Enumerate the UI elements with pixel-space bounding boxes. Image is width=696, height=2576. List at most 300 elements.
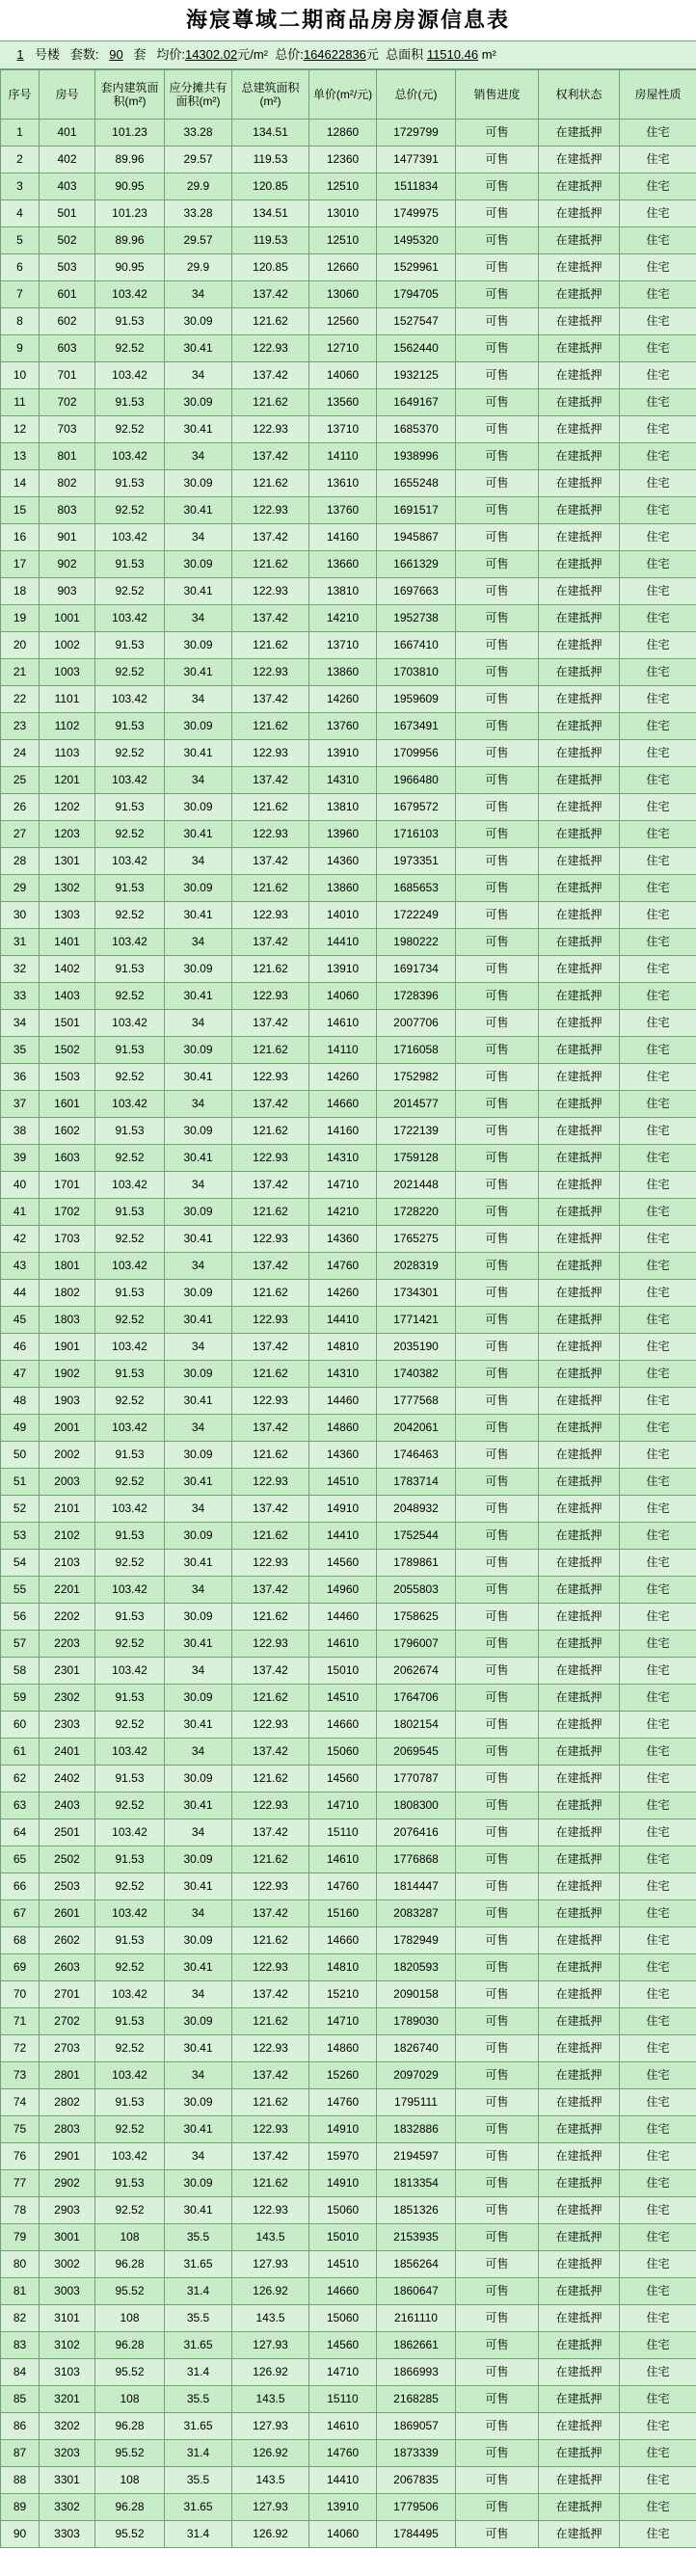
shared-area-cell: 30.41 (165, 2116, 232, 2143)
table-row (1, 956, 696, 983)
total-area-cell: 143.5 (232, 2386, 309, 2413)
header-room: 房号 (40, 70, 95, 120)
total-area-label: 总面积 (386, 47, 424, 62)
sales-status-cell: 可售 (456, 2413, 539, 2440)
total-area-cell: 121.62 (232, 956, 309, 983)
serial-cell: 11 (1, 389, 40, 416)
sales-status-cell: 可售 (456, 848, 539, 875)
total-price-cell: 1685370 (377, 416, 456, 443)
total-price-cell: 1685653 (377, 875, 456, 902)
inner-area-cell: 91.53 (95, 1118, 165, 1145)
rights-status-cell: 在建抵押 (539, 1550, 620, 1577)
rights-status-cell: 在建抵押 (539, 713, 620, 740)
unit-price-cell: 14360 (309, 848, 377, 875)
inner-area-cell: 103.42 (95, 929, 165, 956)
inner-area-cell: 92.52 (95, 1307, 165, 1334)
table-row (1, 740, 696, 767)
total-price-cell: 2014577 (377, 1091, 456, 1118)
rights-status-cell: 在建抵押 (539, 308, 620, 335)
total-area-cell: 137.42 (232, 848, 309, 875)
property-type-cell: 住宅 (620, 1739, 696, 1766)
unit-price-cell: 15160 (309, 1900, 377, 1927)
property-type-cell: 住宅 (620, 1388, 696, 1415)
rights-status-cell: 在建抵押 (539, 686, 620, 713)
property-type-cell: 住宅 (620, 983, 696, 1010)
shared-area-cell: 34 (165, 1577, 232, 1604)
shared-area-cell: 30.41 (165, 1388, 232, 1415)
room-cell: 502 (40, 227, 95, 254)
inner-area-cell: 103.42 (95, 1091, 165, 1118)
room-cell: 2703 (40, 2035, 95, 2062)
property-type-cell: 住宅 (620, 551, 696, 578)
shared-area-cell: 30.09 (165, 2170, 232, 2197)
inner-area-cell: 103.42 (95, 1981, 165, 2008)
rights-status-cell: 在建抵押 (539, 2089, 620, 2116)
total-area-cell: 134.51 (232, 120, 309, 146)
total-area-cell: 121.62 (232, 1846, 309, 1873)
total-area-cell: 137.42 (232, 1334, 309, 1361)
room-cell: 2301 (40, 1658, 95, 1685)
rights-status-cell: 在建抵押 (539, 794, 620, 821)
property-type-cell: 住宅 (620, 1846, 696, 1873)
serial-cell: 19 (1, 605, 40, 632)
room-cell: 2402 (40, 1766, 95, 1793)
room-cell: 503 (40, 254, 95, 281)
property-type-cell: 住宅 (620, 1280, 696, 1307)
unit-price-cell: 14210 (309, 1199, 377, 1226)
unit-price-cell: 15010 (309, 1658, 377, 1685)
total-area-cell: 137.42 (232, 605, 309, 632)
total-price-cell: 1649167 (377, 389, 456, 416)
sales-status-cell: 可售 (456, 1442, 539, 1469)
table-row (1, 335, 696, 362)
room-cell: 1002 (40, 632, 95, 659)
total-price-cell: 1932125 (377, 362, 456, 389)
total-price-cell: 2090158 (377, 1981, 456, 2008)
room-cell: 1601 (40, 1091, 95, 1118)
table-row (1, 1577, 696, 1604)
total-area-cell: 122.93 (232, 1388, 309, 1415)
total-area-cell: 122.93 (232, 902, 309, 929)
room-cell: 602 (40, 308, 95, 335)
unit-price-cell: 14710 (309, 1172, 377, 1199)
total-area-cell: 120.85 (232, 254, 309, 281)
table-row (1, 1010, 696, 1037)
total-area-cell: 122.93 (232, 335, 309, 362)
sales-status-cell: 可售 (456, 1334, 539, 1361)
unit-price-cell: 12510 (309, 173, 377, 200)
total-area-cell: 121.62 (232, 1766, 309, 1793)
inner-area-cell: 92.52 (95, 416, 165, 443)
rights-status-cell: 在建抵押 (539, 2224, 620, 2251)
shared-area-cell: 30.41 (165, 416, 232, 443)
total-area-cell: 122.93 (232, 2197, 309, 2224)
unit-price-cell: 14060 (309, 2521, 377, 2548)
unit-price-cell: 13810 (309, 794, 377, 821)
total-price-cell: 2168285 (377, 2386, 456, 2413)
shared-area-cell: 30.09 (165, 470, 232, 497)
shared-area-cell: 30.09 (165, 308, 232, 335)
room-cell: 902 (40, 551, 95, 578)
table-row (1, 794, 696, 821)
inner-area-cell: 96.28 (95, 2251, 165, 2278)
serial-cell: 26 (1, 794, 40, 821)
unit-price-cell: 14060 (309, 983, 377, 1010)
property-type-cell: 住宅 (620, 1253, 696, 1280)
sales-status-cell: 可售 (456, 443, 539, 470)
table-row (1, 2467, 696, 2494)
unit-price-cell: 13960 (309, 821, 377, 848)
property-type-cell: 住宅 (620, 2089, 696, 2116)
property-type-cell: 住宅 (620, 2008, 696, 2035)
total-price-cell: 1869057 (377, 2413, 456, 2440)
unit-price-cell: 14610 (309, 1846, 377, 1873)
serial-cell: 41 (1, 1199, 40, 1226)
total-price-cell: 1789861 (377, 1550, 456, 1577)
unit-price-cell: 14110 (309, 443, 377, 470)
serial-cell: 59 (1, 1685, 40, 1712)
rights-status-cell: 在建抵押 (539, 1280, 620, 1307)
total-price-cell: 1866993 (377, 2359, 456, 2386)
shared-area-cell: 34 (165, 1900, 232, 1927)
unit-price-cell: 14160 (309, 524, 377, 551)
sales-status-cell: 可售 (456, 1766, 539, 1793)
sales-status-cell: 可售 (456, 1469, 539, 1496)
property-type-cell: 住宅 (620, 254, 696, 281)
room-cell: 2202 (40, 1604, 95, 1631)
total-price-cell: 1709956 (377, 740, 456, 767)
property-type-cell: 住宅 (620, 848, 696, 875)
table-row (1, 308, 696, 335)
shared-area-cell: 34 (165, 848, 232, 875)
total-area-cell: 122.93 (232, 1226, 309, 1253)
room-cell: 2702 (40, 2008, 95, 2035)
shared-area-cell: 29.9 (165, 254, 232, 281)
shared-area-cell: 30.41 (165, 1550, 232, 1577)
table-row (1, 659, 696, 686)
total-price-cell: 1752982 (377, 1064, 456, 1091)
inner-area-cell: 91.53 (95, 2170, 165, 2197)
total-area-cell: 137.42 (232, 1415, 309, 1442)
room-cell: 2802 (40, 2089, 95, 2116)
sales-status-cell: 可售 (456, 632, 539, 659)
shared-area-cell: 34 (165, 1739, 232, 1766)
sales-status-cell: 可售 (456, 1981, 539, 2008)
total-area-cell: 137.42 (232, 1739, 309, 1766)
room-cell: 2403 (40, 1793, 95, 1819)
shared-area-cell: 35.5 (165, 2467, 232, 2494)
rights-status-cell: 在建抵押 (539, 2278, 620, 2305)
serial-cell: 35 (1, 1037, 40, 1064)
room-cell: 3003 (40, 2278, 95, 2305)
rights-status-cell: 在建抵押 (539, 1334, 620, 1361)
property-type-cell: 住宅 (620, 1900, 696, 1927)
total-area-cell: 121.62 (232, 794, 309, 821)
table-row (1, 497, 696, 524)
rights-status-cell: 在建抵押 (539, 281, 620, 308)
rights-status-cell: 在建抵押 (539, 2116, 620, 2143)
property-type-cell: 住宅 (620, 659, 696, 686)
total-price-cell: 1776868 (377, 1846, 456, 1873)
shared-area-cell: 31.4 (165, 2278, 232, 2305)
unit-price-cell: 15110 (309, 2386, 377, 2413)
shared-area-cell: 34 (165, 1010, 232, 1037)
property-type-cell: 住宅 (620, 1442, 696, 1469)
total-area-cell: 122.93 (232, 2116, 309, 2143)
serial-cell: 58 (1, 1658, 40, 1685)
total-area-cell: 137.42 (232, 524, 309, 551)
property-type-cell: 住宅 (620, 1037, 696, 1064)
sales-status-cell: 可售 (456, 1118, 539, 1145)
table-row (1, 1091, 696, 1118)
shared-area-cell: 30.09 (165, 713, 232, 740)
total-area-cell: 137.42 (232, 1658, 309, 1685)
serial-cell: 32 (1, 956, 40, 983)
rights-status-cell: 在建抵押 (539, 173, 620, 200)
unit-price-cell: 14860 (309, 1415, 377, 1442)
room-cell: 1603 (40, 1145, 95, 1172)
inner-area-cell: 103.42 (95, 1739, 165, 1766)
unit-price-cell: 14760 (309, 1873, 377, 1900)
total-price-cell: 1728396 (377, 983, 456, 1010)
shared-area-cell: 31.4 (165, 2440, 232, 2467)
table-row (1, 929, 696, 956)
property-type-cell: 住宅 (620, 1496, 696, 1523)
table-row (1, 2089, 696, 2116)
inner-area-cell: 91.53 (95, 1604, 165, 1631)
inner-area-cell: 108 (95, 2467, 165, 2494)
table-row (1, 470, 696, 497)
total-area-cell: 122.93 (232, 983, 309, 1010)
shared-area-cell: 33.28 (165, 120, 232, 146)
total-area-cell: 122.93 (232, 1550, 309, 1577)
serial-cell: 86 (1, 2413, 40, 2440)
rights-status-cell: 在建抵押 (539, 2143, 620, 2170)
header-rights-status: 权利状态 (539, 70, 620, 120)
room-cell: 402 (40, 146, 95, 173)
property-type-cell: 住宅 (620, 2440, 696, 2467)
serial-cell: 27 (1, 821, 40, 848)
serial-cell: 62 (1, 1766, 40, 1793)
total-area-cell: 121.62 (232, 875, 309, 902)
unit-price-cell: 15210 (309, 1981, 377, 2008)
inner-area-cell: 92.52 (95, 2116, 165, 2143)
table-row (1, 1819, 696, 1846)
table-row (1, 200, 696, 227)
inner-area-cell: 91.53 (95, 551, 165, 578)
total-area-cell: 143.5 (232, 2467, 309, 2494)
rights-status-cell: 在建抵押 (539, 2521, 620, 2548)
shared-area-cell: 34 (165, 2143, 232, 2170)
total-price-cell: 1782949 (377, 1927, 456, 1954)
rights-status-cell: 在建抵押 (539, 335, 620, 362)
sales-status-cell: 可售 (456, 1712, 539, 1739)
shared-area-cell: 35.5 (165, 2224, 232, 2251)
inner-area-cell: 92.52 (95, 1712, 165, 1739)
room-cell: 1403 (40, 983, 95, 1010)
shared-area-cell: 34 (165, 1334, 232, 1361)
rights-status-cell: 在建抵押 (539, 524, 620, 551)
table-row (1, 1981, 696, 2008)
property-type-cell: 住宅 (620, 1145, 696, 1172)
serial-cell: 8 (1, 308, 40, 335)
total-area-cell: 122.93 (232, 497, 309, 524)
unit-price-cell: 14060 (309, 362, 377, 389)
shared-area-cell: 30.41 (165, 578, 232, 605)
property-type-cell: 住宅 (620, 1226, 696, 1253)
room-cell: 1402 (40, 956, 95, 983)
room-cell: 603 (40, 335, 95, 362)
property-type-cell: 住宅 (620, 2521, 696, 2548)
shared-area-cell: 34 (165, 1819, 232, 1846)
table-row (1, 1469, 696, 1496)
room-cell: 1301 (40, 848, 95, 875)
room-cell: 3302 (40, 2494, 95, 2521)
property-type-cell: 住宅 (620, 281, 696, 308)
inner-area-cell: 91.53 (95, 1361, 165, 1388)
sales-status-cell: 可售 (456, 173, 539, 200)
building-number: 1 (16, 47, 24, 62)
shared-area-cell: 30.41 (165, 1145, 232, 1172)
property-type-cell: 住宅 (620, 1819, 696, 1846)
inner-area-cell: 91.53 (95, 1037, 165, 1064)
table-row (1, 1873, 696, 1900)
total-price-cell: 1527547 (377, 308, 456, 335)
table-row (1, 2143, 696, 2170)
sales-status-cell: 可售 (456, 2116, 539, 2143)
total-price-cell: 1562440 (377, 335, 456, 362)
table-row (1, 1846, 696, 1873)
table-row (1, 2521, 696, 2548)
property-type-cell: 住宅 (620, 2467, 696, 2494)
rights-status-cell: 在建抵押 (539, 1712, 620, 1739)
unit-price-cell: 15060 (309, 2305, 377, 2332)
room-cell: 1701 (40, 1172, 95, 1199)
table-row (1, 875, 696, 902)
shared-area-cell: 30.41 (165, 1469, 232, 1496)
table-row (1, 767, 696, 794)
rights-status-cell: 在建抵押 (539, 1981, 620, 2008)
unit-price-cell: 14410 (309, 1307, 377, 1334)
inner-area-cell: 91.53 (95, 1523, 165, 1550)
property-type-cell: 住宅 (620, 2197, 696, 2224)
property-type-cell: 住宅 (620, 2359, 696, 2386)
property-type-cell: 住宅 (620, 1685, 696, 1712)
sales-status-cell: 可售 (456, 2224, 539, 2251)
shared-area-cell: 30.41 (165, 821, 232, 848)
table-row (1, 1064, 696, 1091)
shared-area-cell: 30.09 (165, 1523, 232, 1550)
sales-status-cell: 可售 (456, 902, 539, 929)
unit-price-cell: 14710 (309, 1793, 377, 1819)
unit-price-cell: 14760 (309, 2089, 377, 2116)
rights-status-cell: 在建抵押 (539, 2170, 620, 2197)
rights-status-cell: 在建抵押 (539, 2035, 620, 2062)
sales-status-cell: 可售 (456, 1145, 539, 1172)
serial-cell: 25 (1, 767, 40, 794)
rights-status-cell: 在建抵押 (539, 1091, 620, 1118)
rights-status-cell: 在建抵押 (539, 200, 620, 227)
rights-status-cell: 在建抵押 (539, 821, 620, 848)
total-price-cell: 1661329 (377, 551, 456, 578)
serial-cell: 51 (1, 1469, 40, 1496)
inner-area-cell: 91.53 (95, 1685, 165, 1712)
total-price-cell: 1820593 (377, 1954, 456, 1981)
inner-area-cell: 103.42 (95, 1172, 165, 1199)
table-row (1, 2224, 696, 2251)
total-area-cell: 122.93 (232, 821, 309, 848)
sales-status-cell: 可售 (456, 740, 539, 767)
room-cell: 1602 (40, 1118, 95, 1145)
serial-cell: 9 (1, 335, 40, 362)
sales-status-cell: 可售 (456, 605, 539, 632)
inner-area-cell: 89.96 (95, 227, 165, 254)
room-cell: 403 (40, 173, 95, 200)
rights-status-cell: 在建抵押 (539, 1415, 620, 1442)
property-type-cell: 住宅 (620, 1064, 696, 1091)
serial-cell: 90 (1, 2521, 40, 2548)
room-cell: 1302 (40, 875, 95, 902)
property-type-cell: 住宅 (620, 1523, 696, 1550)
property-type-cell: 住宅 (620, 794, 696, 821)
room-cell: 1502 (40, 1037, 95, 1064)
unit-price-cell: 14810 (309, 1334, 377, 1361)
serial-cell: 5 (1, 227, 40, 254)
room-cell: 1703 (40, 1226, 95, 1253)
shared-area-cell: 31.4 (165, 2359, 232, 2386)
inner-area-cell: 96.28 (95, 2494, 165, 2521)
property-type-cell: 住宅 (620, 1873, 696, 1900)
shared-area-cell: 30.09 (165, 1846, 232, 1873)
serial-cell: 7 (1, 281, 40, 308)
serial-cell: 85 (1, 2386, 40, 2413)
inner-area-cell: 95.52 (95, 2521, 165, 2548)
table-row (1, 1199, 696, 1226)
total-price-cell: 1697663 (377, 578, 456, 605)
shared-area-cell: 31.65 (165, 2251, 232, 2278)
inner-area-cell: 92.52 (95, 2197, 165, 2224)
total-area-cell: 137.42 (232, 1253, 309, 1280)
inner-area-cell: 103.42 (95, 1819, 165, 1846)
table-row (1, 2008, 696, 2035)
sales-status-cell: 可售 (456, 2332, 539, 2359)
sales-status-cell: 可售 (456, 1900, 539, 1927)
header-shared-area: 应分摊共有面积(m²) (165, 70, 232, 120)
rights-status-cell: 在建抵押 (539, 956, 620, 983)
table-row (1, 2494, 696, 2521)
unit-price-cell: 12860 (309, 120, 377, 146)
unit-price-cell: 12560 (309, 308, 377, 335)
total-price-cell: 1789030 (377, 2008, 456, 2035)
rights-status-cell: 在建抵押 (539, 146, 620, 173)
unit-price-cell: 14660 (309, 1091, 377, 1118)
serial-cell: 74 (1, 2089, 40, 2116)
inner-area-cell: 92.52 (95, 1873, 165, 1900)
inner-area-cell: 96.28 (95, 2332, 165, 2359)
total-price-cell: 1795111 (377, 2089, 456, 2116)
inner-area-cell: 96.28 (95, 2413, 165, 2440)
serial-cell: 12 (1, 416, 40, 443)
sales-status-cell: 可售 (456, 2440, 539, 2467)
sales-status-cell: 可售 (456, 1631, 539, 1658)
total-price-cell: 1779506 (377, 2494, 456, 2521)
property-type-cell: 住宅 (620, 956, 696, 983)
table-row (1, 1685, 696, 1712)
table-row (1, 1226, 696, 1253)
unit-price-cell: 14660 (309, 1712, 377, 1739)
shared-area-cell: 30.41 (165, 983, 232, 1010)
serial-cell: 40 (1, 1172, 40, 1199)
